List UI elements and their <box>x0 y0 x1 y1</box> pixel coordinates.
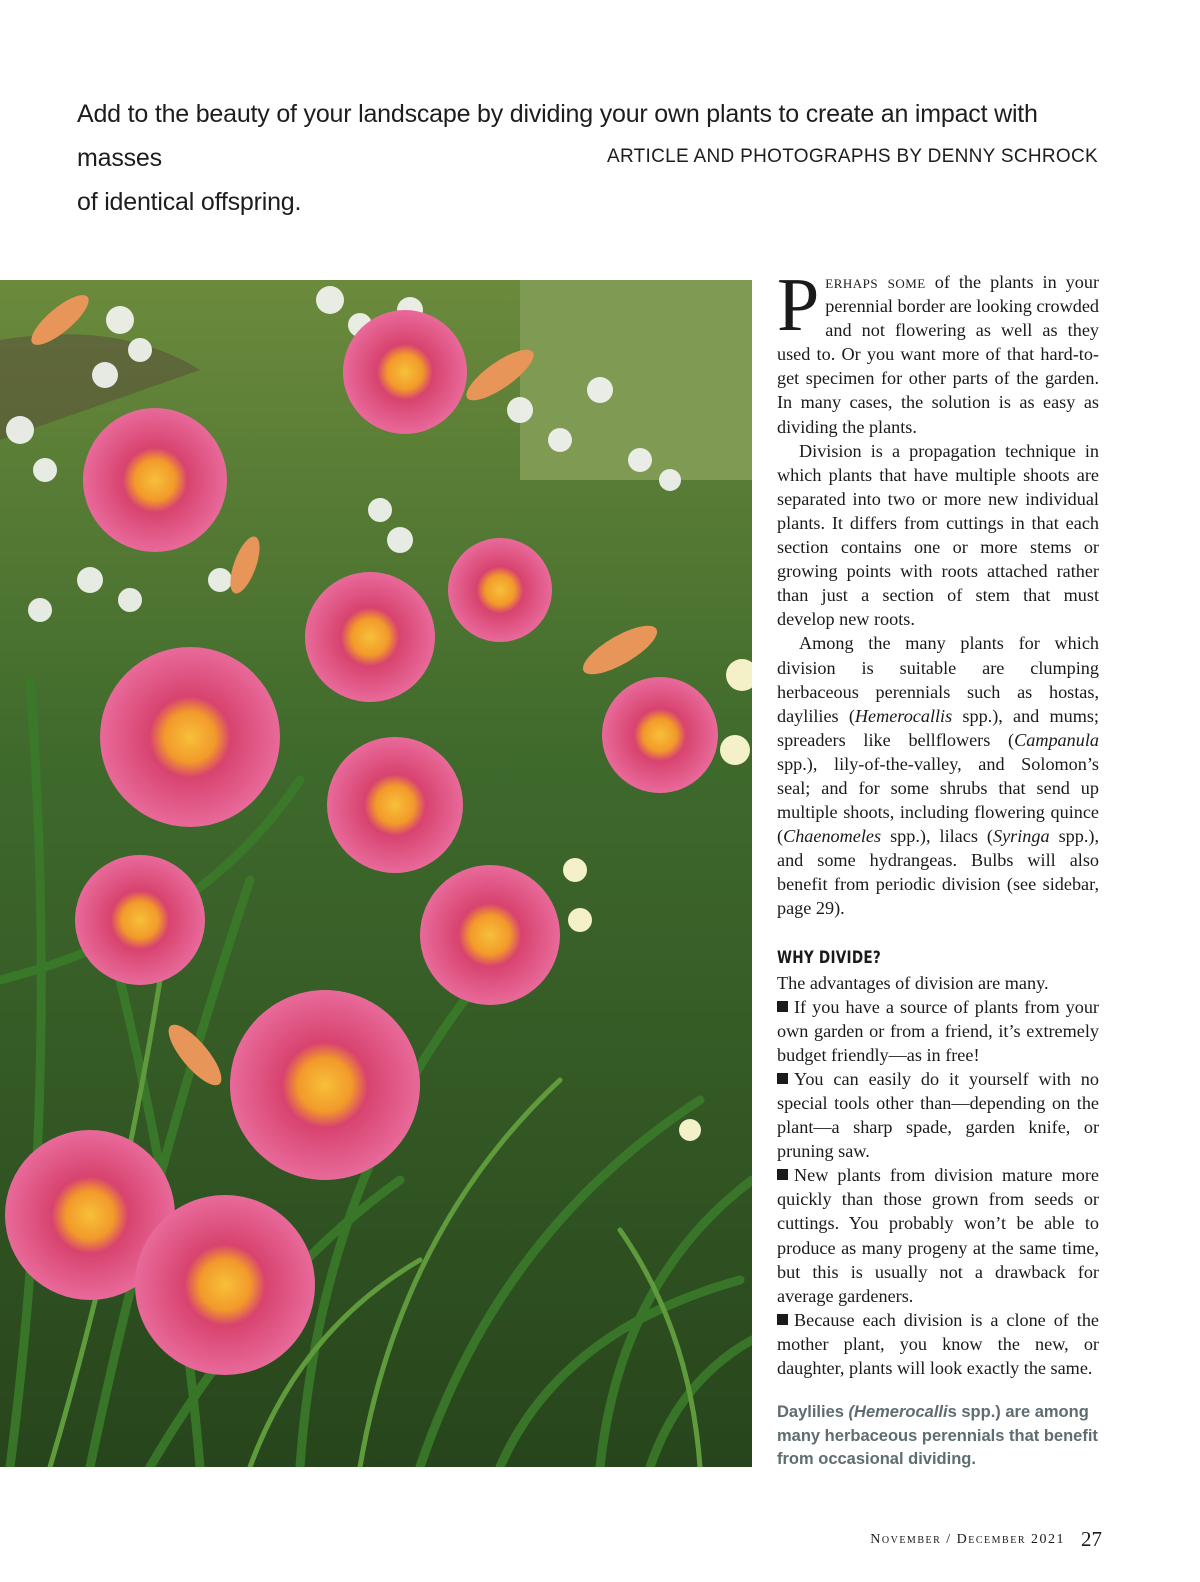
bullet-item <box>777 1163 1099 1308</box>
deck-line-1: Add to the beauty of your landscape by dividing your own plants to create an impact with masses <box>77 100 1038 172</box>
p3-italic-1: Hemerocallis <box>854 705 953 726</box>
bullet-text: If you have a source of plants from your own garden or from a friend, it’s extremely budget friendly—as in free! <box>777 996 1099 1065</box>
page-footer <box>870 1527 1102 1552</box>
bullet-item <box>777 1308 1099 1380</box>
caption-text-b: s spp.) are among many herbaceous perennials that benefit from occasional dividing. <box>777 1403 1098 1468</box>
page-number: 27 <box>1081 1527 1102 1551</box>
bullet-text: New plants from division mature more quickly than those grown from seeds or cuttings. You probably won’t be able to produce as many progeny at the same time, but this is usually not a drawback for average gardeners. <box>777 1165 1099 1306</box>
article-body <box>777 263 1099 1380</box>
photo-caption <box>777 1401 1107 1472</box>
square-bullet-icon <box>777 1314 788 1325</box>
subhead: WHY DIVIDE? <box>777 947 882 968</box>
daylilies-illustration <box>0 280 752 1467</box>
paragraph-4: The advantages of division are many. <box>777 972 1049 993</box>
p3-text-e: spp.), and some hydrangeas. Bulbs will also benefit from periodic division (see sidebar, page 29). <box>777 826 1099 919</box>
bullet-text: Because each division is a clone of the mother plant, you know the new, or daughter, plants will look exactly the same. <box>777 1309 1099 1379</box>
p3-text-c: spp.), lily-of-the-valley, and Solomon’s seal; and for some shrubs that send up multiple shoots, including flowering quince ( <box>777 753 1099 847</box>
square-bullet-icon <box>777 1169 788 1180</box>
p3-italic-3: Chaenomeles <box>783 826 882 847</box>
p3-italic-4: Syringa <box>992 826 1050 847</box>
paragraph-3 <box>777 631 1099 920</box>
paragraph-2: Division is a propagation technique in which plants that have multiple shoots are separated into two or more new individual plants. It differs from cuttings in that each section contains one or more stems or growing points with roots attached rather than just a section of stem that must develop new roots. <box>777 440 1099 630</box>
paragraph-1-text: of the plants in your perennial border are looking crowded and not flowering as well as they used to. Or you want more of that hard-to-get specimen for other parts of the garden. In many cases, the solution is as easy as dividing the plants. <box>777 272 1099 437</box>
bullet-item <box>777 995 1099 1067</box>
p3-italic-2: Campanula <box>1014 729 1099 750</box>
caption-text-a: Daylilies <box>777 1403 849 1421</box>
lead-in: erhaps some <box>825 272 926 292</box>
square-bullet-icon <box>777 1073 788 1084</box>
caption-italic: (Hemerocalli <box>848 1403 948 1421</box>
issue-date: November / December 2021 <box>870 1532 1065 1547</box>
p3-text-b: spp.), and mums; spreaders like bellflowers ( <box>777 705 1099 750</box>
deck-line-2: of identical offspring. <box>77 188 302 216</box>
bullet-item <box>777 1067 1099 1163</box>
drop-cap: P <box>777 263 820 347</box>
byline: ARTICLE AND PHOTOGRAPHS BY DENNY SCHROCK <box>607 146 1098 167</box>
p3-text-a: Among the many plants for which division is suitable are clumping herbaceous perennials such as hostas, daylilies ( <box>777 633 1099 726</box>
square-bullet-icon <box>777 1001 788 1012</box>
paragraph-1 <box>777 263 1099 439</box>
p3-text-d: spp.), lilacs ( <box>881 826 993 847</box>
daylilies-photo <box>0 280 752 1467</box>
bullet-text: You can easily do it yourself with no special tools other than—depending on the plant—a sharp spade, garden knife, or pruning saw. <box>777 1068 1099 1162</box>
